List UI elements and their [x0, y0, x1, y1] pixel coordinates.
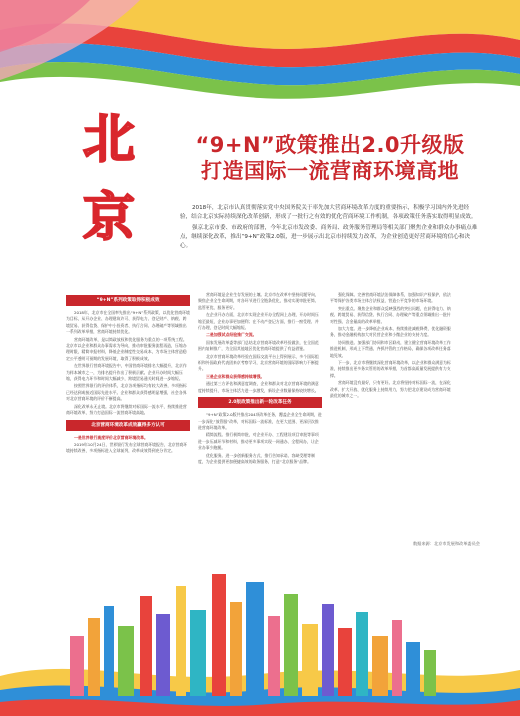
sub-heading: 二是加强试点经验推广交流。 — [206, 332, 257, 338]
body-paragraph: 下一步，北京市将继续深化营商环境改革，以企业和群众满意为标准，持续推出更多务实管用的改革举措，为首都高质量发展提供有力支撑。 — [330, 360, 451, 378]
headline-line-1: “9+N”政策推出2.0升级版 — [195, 133, 465, 157]
body-column-3 — [330, 292, 454, 401]
sub-heading: 一是世界银行高度评价北京营商环境改革。 — [74, 434, 148, 440]
headline — [180, 132, 480, 184]
body-paragraph: 优化服务。进一步创新服务方式，推行告知承诺、容缺受理等制度，为企业提供更加便捷高效的政务服务，打造“北京服务”品牌。 — [198, 452, 315, 464]
city-skyline-illustration — [0, 566, 520, 716]
body-paragraph: 深化改革永无止境。北京市将继续对标国际一流水平，持续推进营商环境改革，努力打造国际一流营商环境高地。 — [66, 403, 187, 416]
lead-paragraphs — [180, 204, 478, 253]
sub-heading: 三是企业和群众获得感持续增强。 — [206, 373, 265, 379]
body-paragraph: 在企业开办方面，北京市实现企业开办全程网上办理，开办时间压缩至最短，企业办事更加便利；在不动产登记方面，推行一窗受理、并行办理，登记时间大幅缩短。 — [198, 312, 319, 331]
body-paragraph: 加大力度。进一步降低企业成本，持续推进减税降费，优化融资服务，推动金融机构加大对民营企业和小微企业的支持力度。 — [330, 326, 451, 338]
body-paragraph: 在世界银行营商环境报告中，中国营商环境排名大幅提升，北京作为样本城市之一，为排名提升作出了积极贡献。企业开办时间大幅压缩，获得电力环节和时间大幅减少，跨境贸易通关时间进一步缩短。 — [66, 363, 187, 382]
masthead-char-jing: 京 — [82, 187, 135, 248]
body-paragraph: 通过第三方评估和满意度调查，企业和群众对北京营商环境的满意度持续提升，市场主体活力进一步激发，新设企业数量保持较快增长。 — [198, 381, 319, 393]
body-paragraph: “9+N”政策2.0版共推出204项改革任务，覆盖企业全生命周期，进一步深化“放管服”改革，对标国际一流标准，在更大范围、更深层次推进营商环境改革。 — [198, 412, 322, 430]
body-column-1 — [66, 292, 190, 456]
headline-line-2: 打造国际一流营商环境高地 — [201, 159, 459, 183]
body-column-2 — [198, 292, 322, 466]
body-paragraph: 强化保障。完善营商环境法治保障体系，加强知识产权保护，依法平等保护各类市场主体合法权益，营造公平竞争的市场环境。 — [330, 292, 451, 304]
body-paragraph: 2019年10月24日，世界银行发布全球营商环境报告，北京营商环境持续改善，多项指标进入全球前列，改革成效得到充分肯定。 — [66, 441, 188, 454]
lead-paragraph: 强京北京市委、市政府的部署，今年北京市发改委、商务局、政务服务管理局等相关部门聚焦企业和群众办事痛点难点，继续深化改革，推出“9+N”政策2.0版，进一步展示出北京市持续发力改革，为企业创造更好营商环境的信心和决心。 — [180, 225, 478, 249]
source-note: 数据来源：北京市发展和改革委员会 — [412, 541, 480, 546]
masthead-title — [70, 108, 148, 256]
body-paragraph: 营商环境是企业生存发展的土壤。北京市在改革中坚持问题导向，聚焦企业全生命周期，对各环节进行全链条优化，推动实现审批更简、监管更优、服务更好。 — [198, 292, 319, 310]
body-paragraph: 精简流程。推行极简审批，对企业开办、工程建设项目审批等事项进一步压减环节和材料，推动更多事项实现一网通办、全程网办，让企业办事少跑腿。 — [198, 432, 319, 451]
body-paragraph: 营商环境改革，是以简政放权和优化服务为重点的一项系统工程。北京市以企业和群众办事需求为导向，推动审批服务流程再造，压缩办理时限，精简申报材料，降低企业制度性交易成本，为市场主体营造稳定公平透明可预期的发展环境，取得了积极成效。 — [66, 336, 187, 361]
body-paragraph: 北京市营商环境改革经验在国际交流平台上得到展示，多个国际组织和外国政府代表团来京考察学习，北京营商环境的国际影响力不断提升。 — [198, 353, 319, 372]
body-paragraph: 营商环境没有最好，只有更好。北京将坚持对标国际一流，在深化改革、扩大开放、优化服务上持续用力，努力把北京建设成为营商环境最优的城市之一。 — [330, 380, 451, 399]
masthead-char-bei: 北 — [82, 109, 135, 170]
lead-paragraph: 2018年，北京市认真贯彻落实党中央国务院关于率先加大营商环境改革力度的重要指示，积极学习国内外先进经验，结合北京实际持续深化改革创新，形成了一批行之有效的优化营商环境工作机制，各项政策任务落实取得明显成效。 — [180, 205, 477, 220]
section-bar: 2.0版政策推出新一轮改革任务 — [198, 397, 322, 408]
section-bar: 北京营商环境改革成效赢得多方认可 — [66, 420, 190, 431]
body-paragraph: 2018年，北京市在全国率先推出“9+N”系列政策，以优化营商环境为目标，从开办企业、办理建筑许可、获得电力、登记财产、纳税、跨境贸易、获得信贷、保护中小投资者、执行合同、办理破产等领域推出一系列改革举措，营商环境持续优化。 — [66, 310, 190, 335]
body-paragraph: 协同推进。加强部门协同和市区联动，建立健全营商环境改革工作推进机制，形成上下贯通、齐抓共管的工作格局，确保各项改革任务落地见效。 — [330, 339, 451, 358]
body-paragraph: 突出重点。聚焦企业和群众反映强烈的突出问题，在获得电力、纳税、跨境贸易、获得信贷、执行合同、办理破产等重点领域推出一批针对性强、含金量高的改革举措。 — [330, 305, 451, 324]
body-paragraph: 按照世界银行的评价体系，北京各项指标均有较大改善，多项指标已经达到或接近国际先进水平。企业和群众获得感明显增强，社会各界对北京营商环境的评价不断提高。 — [66, 383, 187, 402]
section-bar: “9+N”系列政策取得积极成效 — [66, 295, 190, 306]
body-paragraph: 国家发展改革委等部门总结北京营商环境改革经验做法，在全国范围内复制推广，为全国其他地区优化营商环境提供了有益借鉴。 — [198, 339, 319, 352]
